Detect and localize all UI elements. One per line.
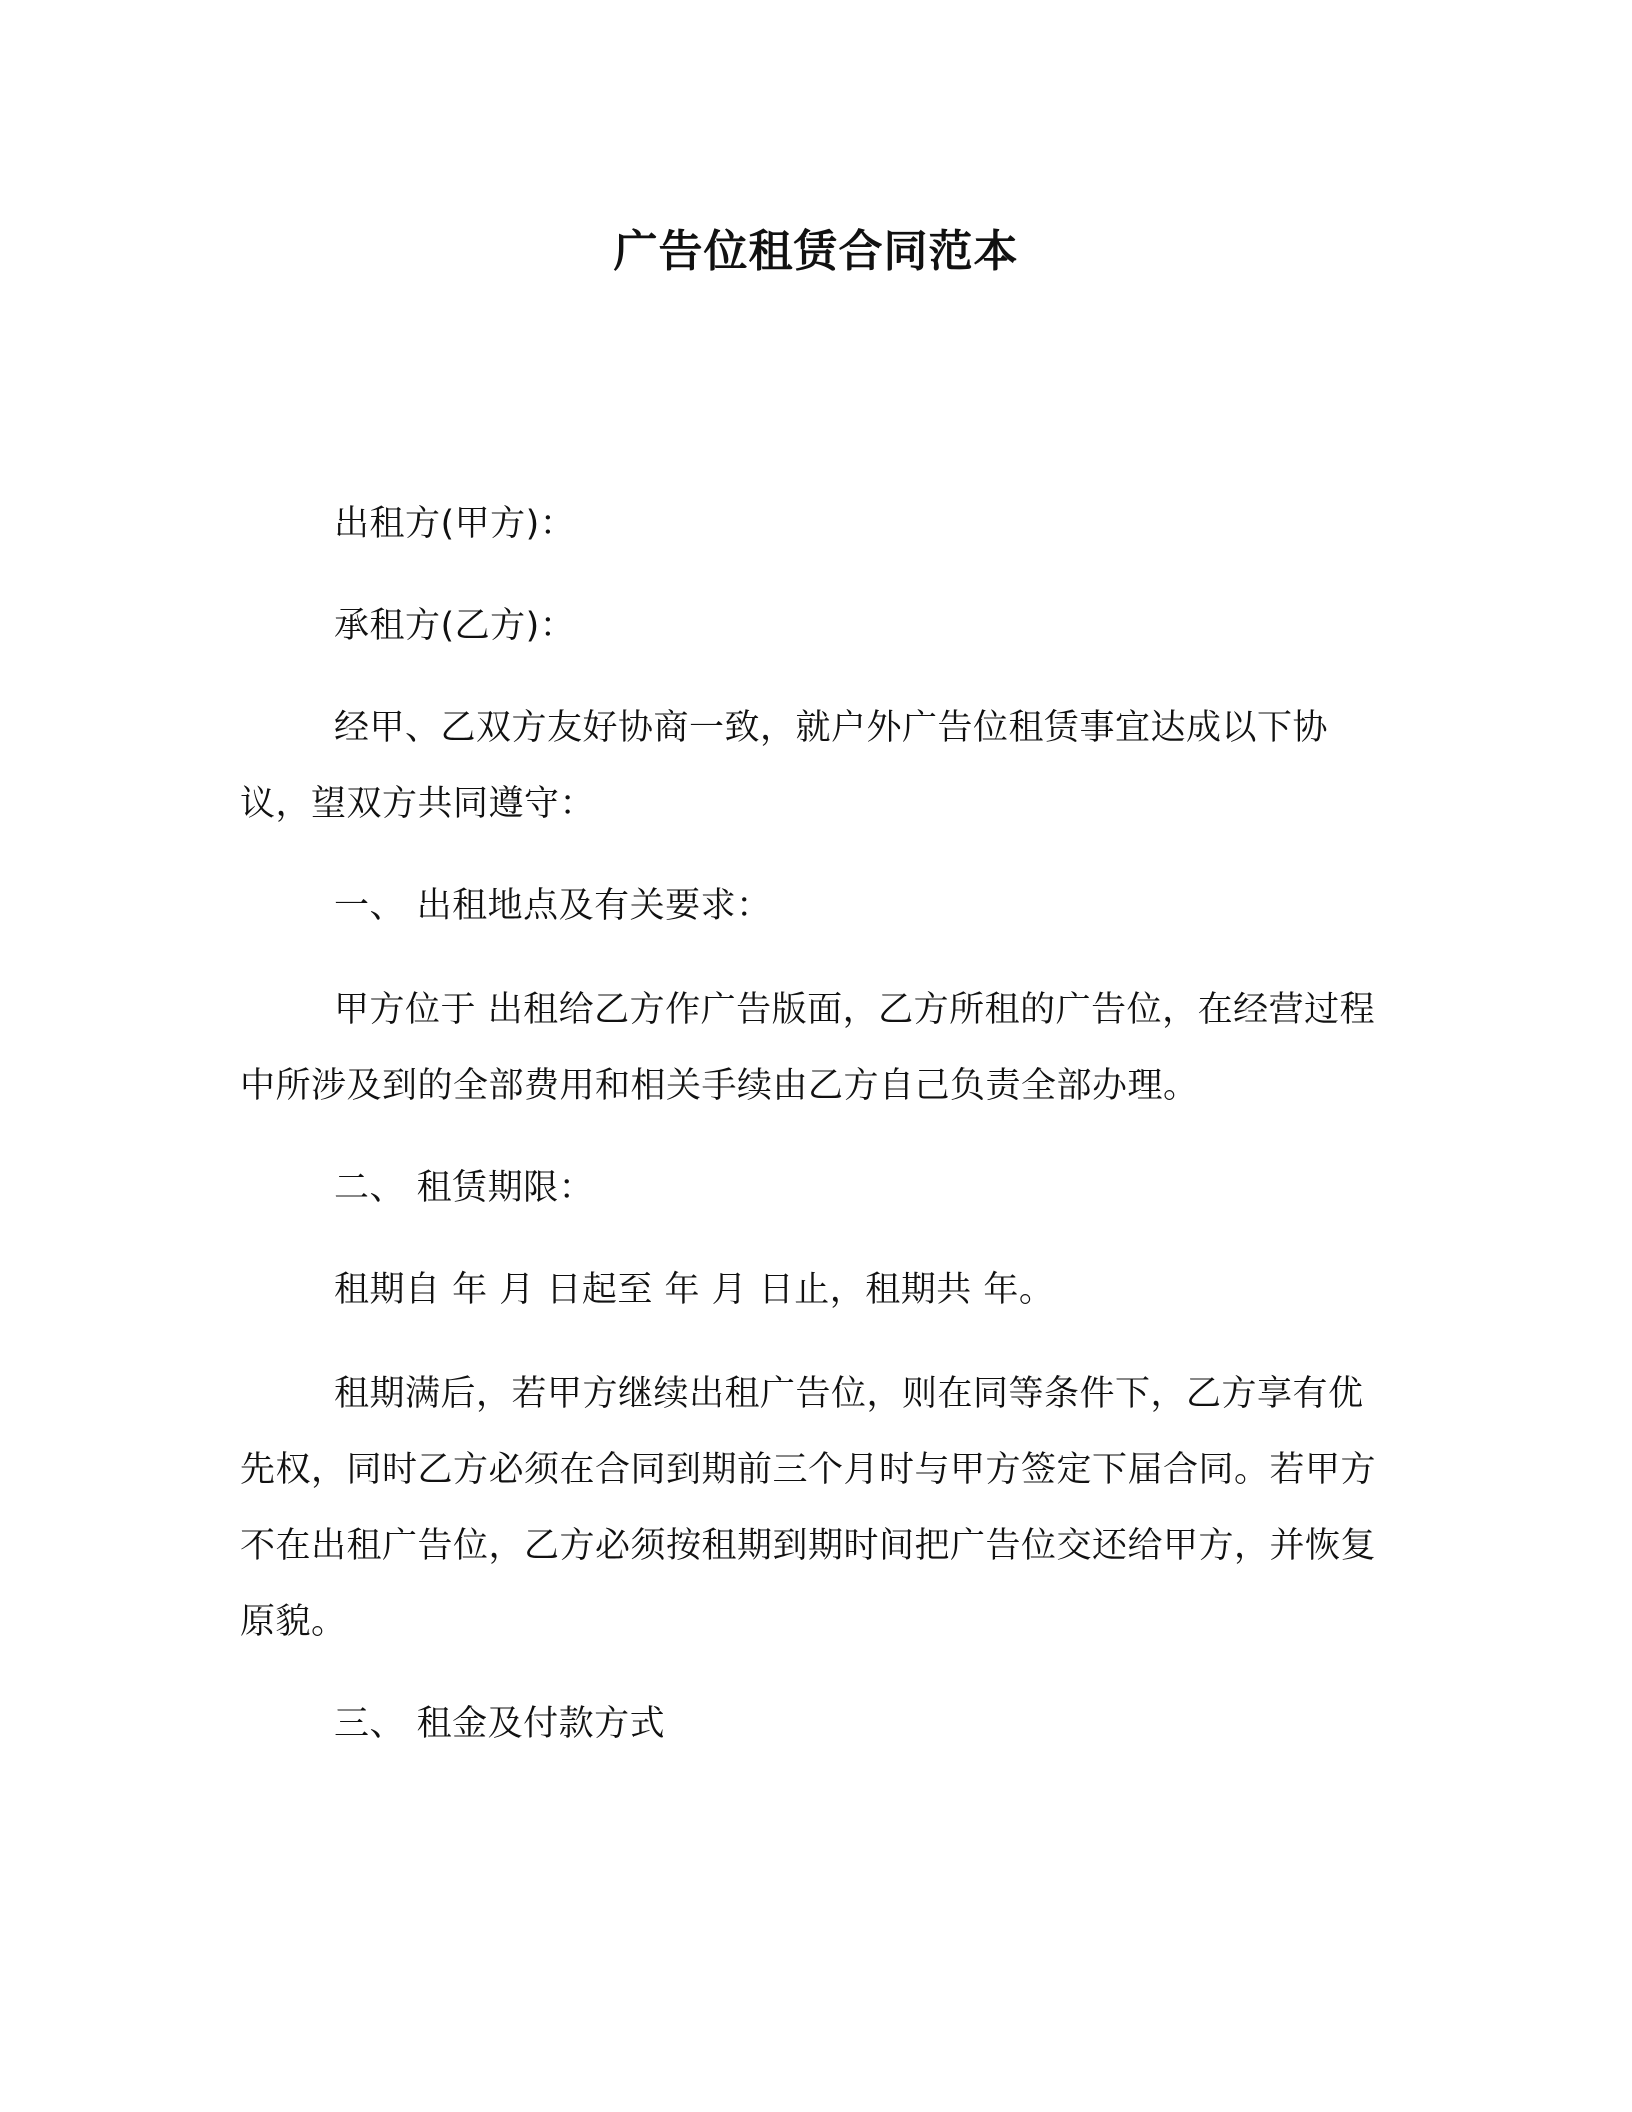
lessor-label: 出租方(甲方)： — [334, 504, 576, 544]
section-2-term: 租期自 年 月 日起至 年 月 日止，租期共 年。 — [334, 1270, 1055, 1310]
section-1-body: 甲方位于 出租给乙方作广告版面，乙方所租的广告位，在经营过程中所涉及到的全部费用和相关手续由乙方自己负责全部办理。 — [240, 990, 1376, 1106]
section-2-renewal: 租期满后，若甲方继续出租广告位，则在同等条件下，乙方享有优先权，同时乙方必须在合同到期前三个月时与甲方签定下届合同。若甲方不在出租广告位，乙方必须按租期到期时间把广告位交还给甲方，并恢复原貌。 — [240, 1374, 1377, 1642]
section-2-heading: 二、 租赁期限： — [334, 1168, 595, 1208]
intro-paragraph: 经甲、乙双方友好协商一致，就户外广告位租赁事宜达成以下协议，望双方共同遵守： — [240, 708, 1329, 824]
document-title: 广告位租赁合同范本 — [613, 226, 1019, 277]
lessee-label: 承租方(乙方)： — [334, 606, 576, 646]
section-1-heading: 一、 出租地点及有关要求： — [334, 886, 772, 926]
section-3-heading: 三、 租金及付款方式 — [334, 1704, 666, 1744]
